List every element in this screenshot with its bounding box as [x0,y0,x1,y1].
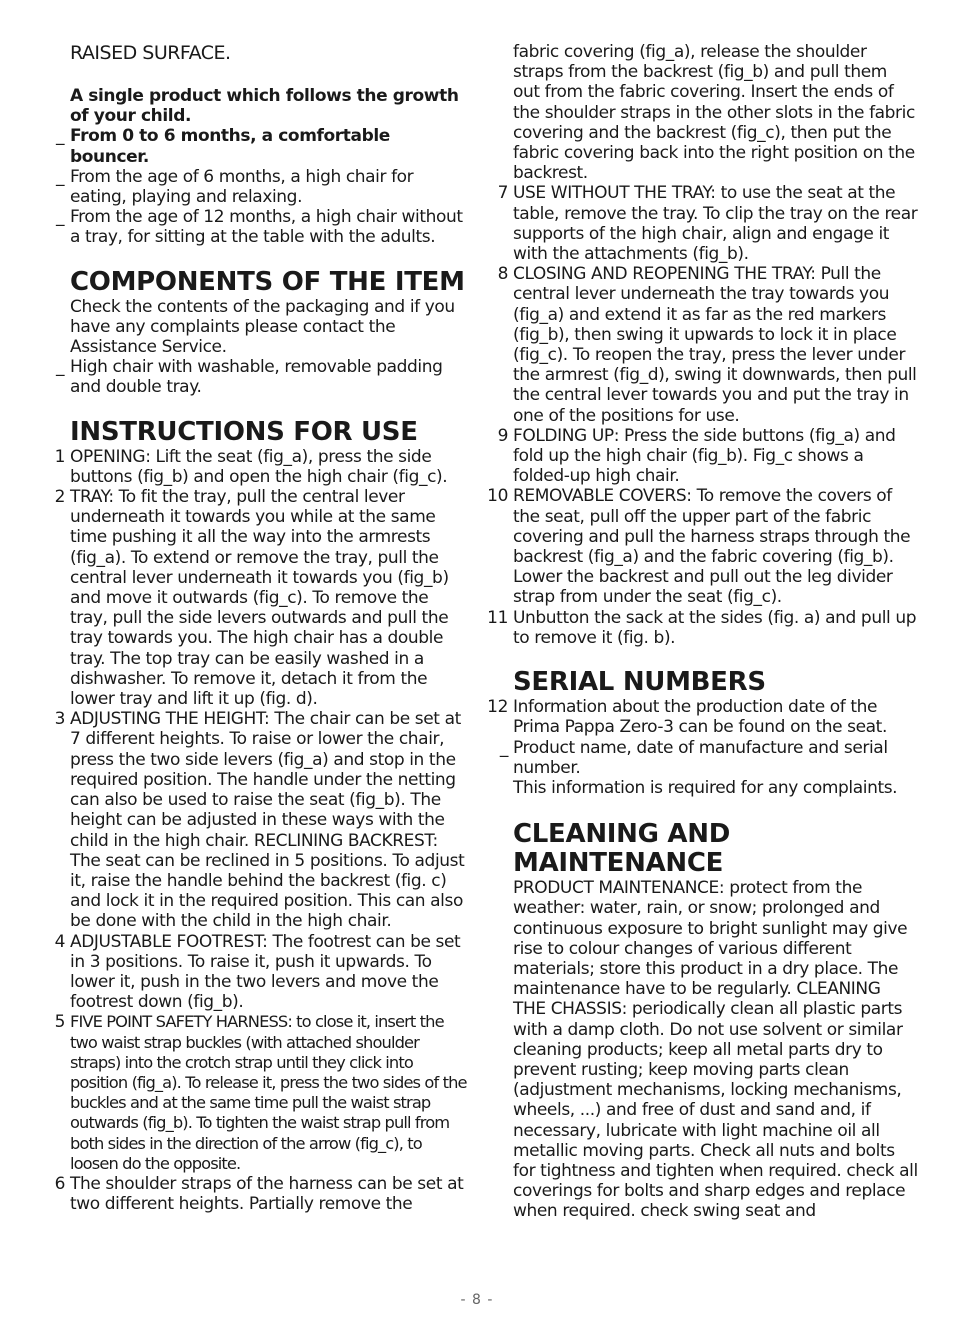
list-item-marker: 4 [54,931,65,952]
components-text: Check the contents of the packaging and if you have any complaints please contact the Assistance Service. [70,296,455,358]
instructions-right-list [487,183,918,648]
instructions-heading: INSTRUCTIONS FOR USE [70,416,418,447]
list-item-marker: 8 [497,264,508,285]
list-item-marker: _ [55,126,65,147]
list-item [50,932,470,1013]
list-item [493,183,918,264]
list-item [487,697,918,738]
list-item-marker: 5 [54,1012,65,1033]
list-item-marker: 10 [487,486,508,507]
list-item-text: TRAY: To fit the tray, pull the central lever underneath it towards you while at the same time pushing it all the way into the armrests (fig_a). To extend or remove the tray, pull the central lever underneath it towards you (fig_b) and move it outwards (fig_c). To remove the tray, pull the side levers outwards and pull the tray towards you. The high chair has a double tray. The top tray can be easily washed in a dishwasher. To remove it, detach it from the lower tray and lift it up (fig. d). [70,487,449,710]
list-item-text: FIVE POINT SAFETY HARNESS: to close it, insert the two waist strap buckles (with attached shoulder straps) into the crotch strap until they click into position (fig_a). To release it, press the two sides of the buckles and at the same time pull the waist strap outwards (fig_b). To tighten the waist strap pull from both sides in the direction of the arrow (fig_c), to loosen do the opposite. [70,1012,467,1173]
list-item-marker: 3 [54,709,65,730]
list-item-marker: 2 [54,487,65,508]
list-item-marker: _ [55,166,65,187]
cleaning-heading-line2: MAINTENANCE [513,848,724,879]
list-item-text: From the age of 12 months, a high chair without a tray, for sitting at the table with the adults. [70,207,463,248]
list-item [50,167,470,207]
cleaning-text: PRODUCT MAINTENANCE: protect from the weather: water, rain, or snow; prolonged and continuous exposure to bright sunlight may give rise to colour changes of various different materials; store this product in a dry place. The maintenance have to be regularly. CLEANING THE CHASSIS: periodically clean all plastic parts with a damp cloth. Do not use solvent or similar cleaning products; keep all metal parts dry to prevent rusting; keep moving parts clean (adjustment mechanisms, locking mechanisms, wheels, ...) and free of dust and sand and, if necessary, lubricate with light machine oil all metallic moving parts. Check all nuts and bolts for tightness and tighten when required. check all coverings for bolts and sharp edges and replace when required. check swing seat and [513,878,918,1222]
list-item-marker: 1 [54,446,65,467]
intro-bold-lead: A single product which follows the growth of your child. [70,86,459,127]
list-item-marker: _ [499,737,508,758]
list-item [487,607,918,648]
list-item-text: High chair with washable, removable padding and double tray. [70,357,443,398]
components-list [50,357,470,397]
list-item [50,126,470,166]
right-column [487,42,918,1222]
list-item [493,738,918,778]
serial-heading: SERIAL NUMBERS [513,667,766,698]
list-item-marker: 11 [487,607,508,628]
list-item-marker: _ [55,207,65,228]
list-item-text: CLOSING AND REOPENING THE TRAY: Pull the central lever underneath the tray towards you (fig_a) and extend it as far as the red markers (fig_b), then swing it upwards to lock it in place (fig_c). To reopen the tray, press the lever under the armrest (fig_d), swing it downwards, then pull the central lever towards you and put the tray in one of the positions for use. [513,264,917,426]
raised-surface-text: RAISED SURFACE. [70,42,231,64]
list-item-text: From 0 to 6 months, a comfortable bouncer. [70,126,390,167]
components-heading: COMPONENTS OF THE ITEM [70,266,465,297]
instructions-continuation: fabric covering (fig_a), release the shoulder straps from the backrest (fig_b) and pull them out from the fabric covering. Insert the ends of the shoulder straps in the other slots in the fabric covering and the backrest (fig_c), then put the fabric covering back into the right position on the backrest. [513,42,915,184]
list-item-text: Unbutton the sack at the sides (fig. a) and pull up to remove it (fig. b). [513,607,917,648]
list-item-text: Product name, date of manufacture and serial number. [513,737,888,778]
left-column [50,38,470,1214]
list-item-marker: _ [55,357,65,378]
list-item [50,487,470,709]
list-item-marker: 9 [497,425,508,446]
stages-list [50,126,470,247]
list-item-marker: 7 [497,183,508,204]
list-item [493,426,918,487]
list-item [50,447,470,487]
list-item [487,486,918,608]
list-item-text: Information about the production date of the Prima Pappa Zero-3 can be found on the seat. [513,697,887,738]
list-item [50,1012,470,1174]
list-item [50,207,470,247]
list-item [493,264,918,426]
instructions-list [50,447,470,1215]
serial-note: This information is required for any complaints. [513,777,898,798]
page-number: - 8 - [460,1292,494,1308]
list-item-text: USE WITHOUT THE TRAY: to use the seat at the table, remove the tray. To clip the tray on the rear supports of the high chair, align and engage it with the attachments (fig_b). [513,183,918,265]
list-item-text: ADJUSTABLE FOOTREST: The footrest can be set in 3 positions. To raise it, push it upwards. To lower it, push in the two levers and move the footrest down (fig_b). [70,931,461,1013]
serial-list [487,697,918,778]
list-item-text: FOLDING UP: Press the side buttons (fig_a) and fold up the high chair (fig_b). Fig_c shows a folded-up high chair. [513,425,896,487]
list-item-text: OPENING: Lift the seat (fig_a), press the side buttons (fig_b) and open the high chair (fig_c). [70,446,448,487]
list-item [50,1174,470,1214]
list-item-marker: 6 [54,1173,65,1194]
list-item [50,709,470,931]
list-item-text: The shoulder straps of the harness can be set at two different heights. Partially remove the [70,1173,464,1215]
list-item [50,357,470,397]
list-item-marker: 12 [487,697,508,718]
cleaning-heading-line1: CLEANING AND [513,819,730,850]
list-item-text: From the age of 6 months, a high chair for eating, playing and relaxing. [70,166,414,208]
list-item-text: ADJUSTING THE HEIGHT: The chair can be set at 7 different heights. To raise or lower the chair, press the two side levers (fig_a) and stop in the required position. The handle under the netting can also be used to raise the seat (fig_b). The height can be adjusted in these ways with the child in the high chair. RECLINING BACKREST: The seat can be reclined in 5 positions. To adjust it, raise the handle behind the backrest (fig. c) and lock it in the required position. This can also be done with the child in the high chair. [70,709,465,932]
list-item-text: REMOVABLE COVERS: To remove the covers of the seat, pull off the upper part of the fabric covering and pull the harness straps through the backrest (fig_a) and the fabric covering (fig_b). Lower the backrest and pull out the leg divider strap from under the seat (fig_c). [513,486,911,608]
